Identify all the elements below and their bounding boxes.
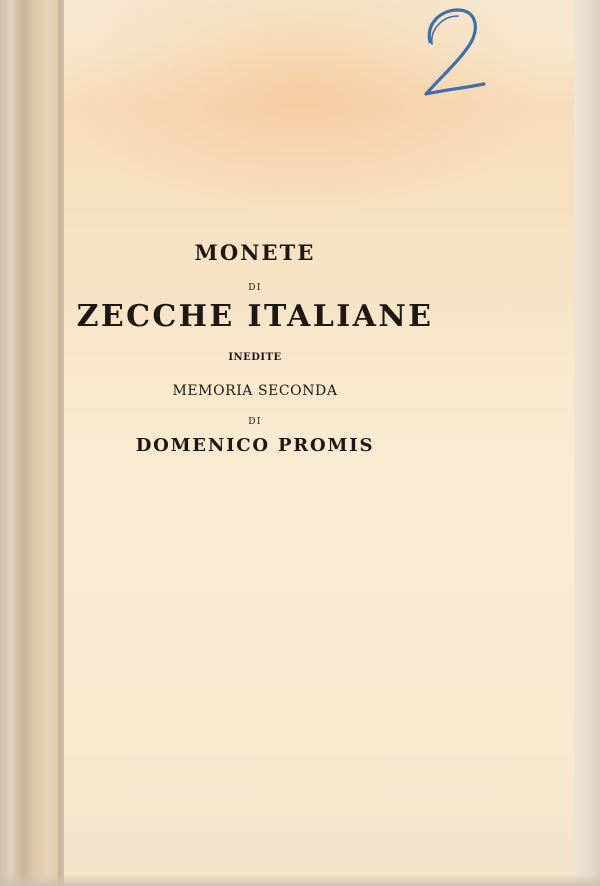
connector-di-2: DI bbox=[248, 417, 262, 427]
title-top: MONETE bbox=[194, 240, 316, 265]
author-name: DOMENICO PROMIS bbox=[135, 435, 375, 456]
title-block bbox=[64, 240, 446, 456]
main-title: ZECCHE ITALIANE bbox=[76, 299, 434, 334]
handwritten-number-2 bbox=[418, 4, 488, 104]
subtitle: INEDITE bbox=[228, 352, 282, 363]
connector-di-1: DI bbox=[248, 283, 262, 293]
bottom-edge bbox=[0, 874, 600, 886]
memoir-label: MEMORIA SECONDA bbox=[172, 383, 338, 399]
book-spine bbox=[0, 0, 62, 886]
cover-edge bbox=[574, 0, 600, 886]
